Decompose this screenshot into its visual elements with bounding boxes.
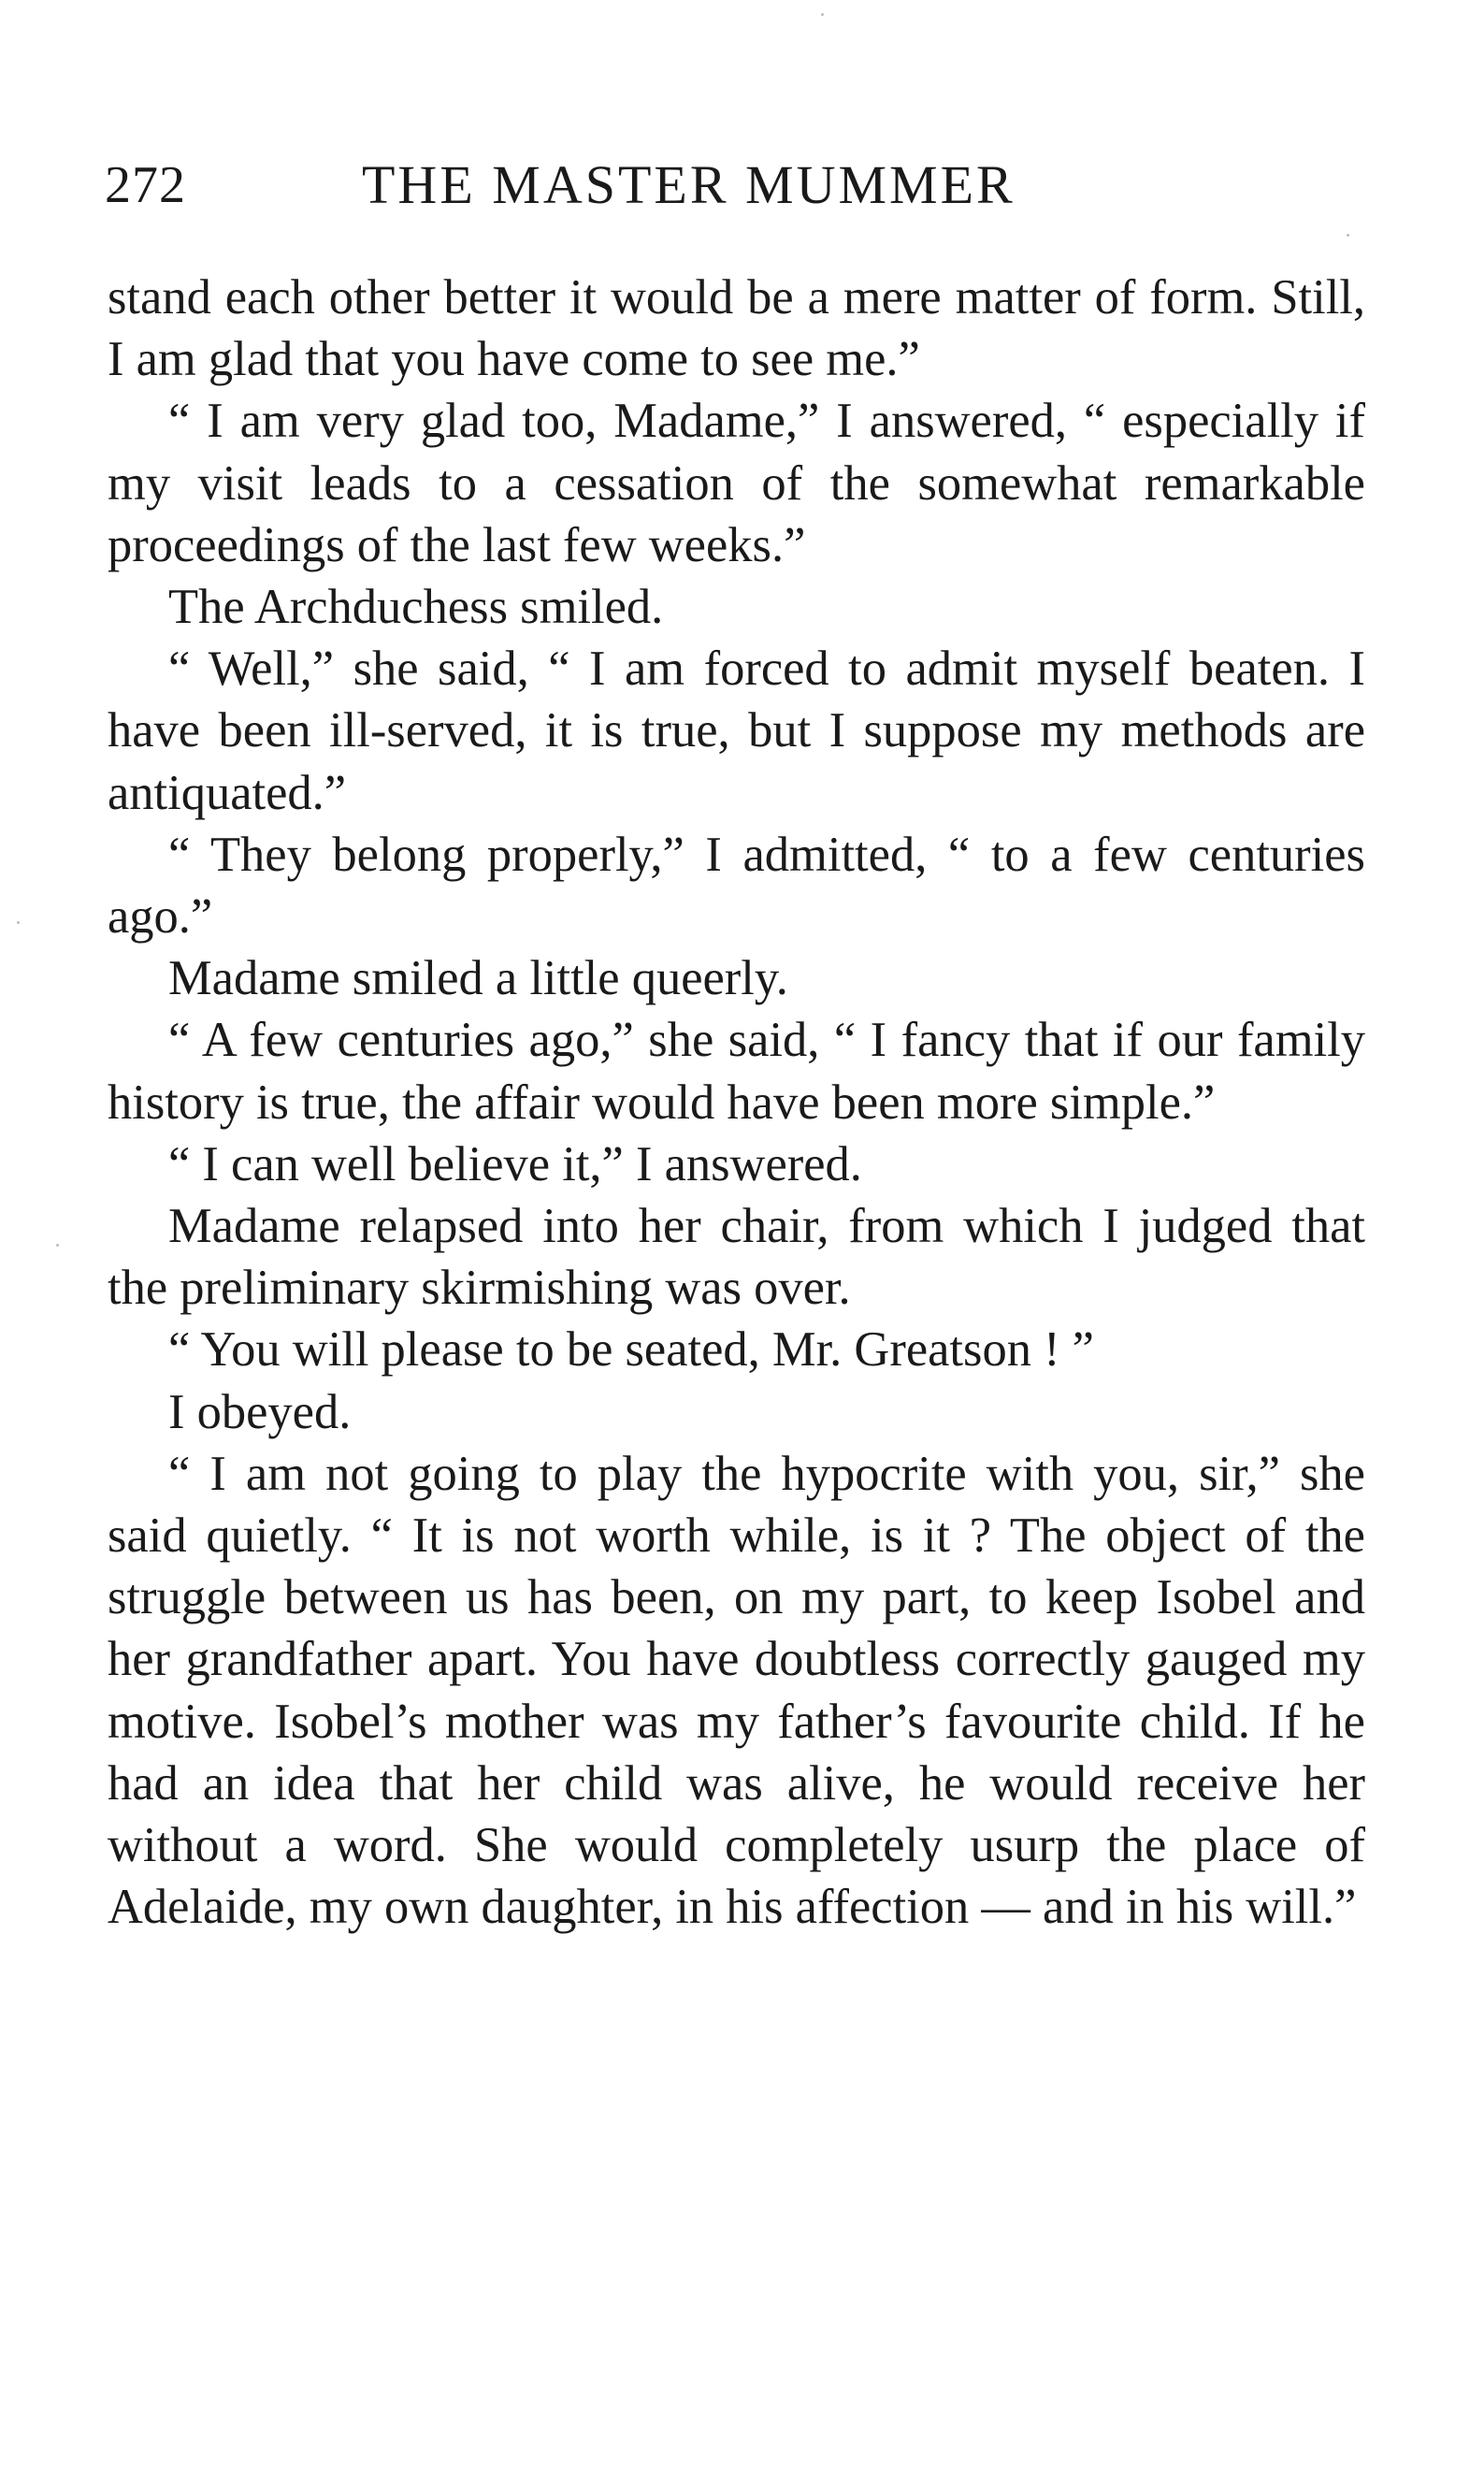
page-number: 272 — [105, 156, 186, 214]
running-title: THE MASTER MUMMER — [362, 154, 1016, 215]
paper-speck — [821, 13, 824, 16]
paragraph: Madame relapsed into her chair, from which I judged that the preliminary skirmishing was over. — [108, 1199, 1365, 1316]
paper-speck — [17, 921, 20, 924]
paragraph: “ I am not going to play the hypocrite with you, sir,” she said quietly. “ It is not worth while, is it ? The object of the struggle between us has been, on my part, to keep Isobel and her grandfather apart. You have doubtless correctly gauged my motive. Isobel’s mother was my father’s favourite child. If he had an idea that her child was alive, he would receive her without a word. She would completely usurp the place of Adelaide, my own daughter, in his affection — and in his will.” — [108, 1446, 1365, 1935]
paragraph: “ I can well believe it,” I answered. — [168, 1136, 862, 1191]
paragraph: Madame smiled a little queerly. — [168, 951, 788, 1006]
paragraph: “ You will please to be seated, Mr. Greatson ! ” — [168, 1322, 1094, 1378]
paragraph: “ I am very glad too, Madame,” I answered, “ especially if my visit leads to a cessation of the somewhat remarkable proceedings of the last few weeks.” — [108, 394, 1365, 572]
paragraph: “ A few centuries ago,” she said, “ I fancy that if our family history is true, the affair would have been more simple.” — [108, 1013, 1365, 1130]
running-head — [105, 148, 1367, 223]
paper-speck — [56, 1244, 59, 1247]
paragraph: The Archduchess smiled. — [168, 580, 664, 635]
paragraph: I obeyed. — [168, 1384, 352, 1439]
paragraph: “ Well,” she said, “ I am forced to admit myself beaten. I have been ill-served, it is true, but I suppose my methods are antiquated.” — [108, 642, 1365, 820]
paper-speck — [1347, 234, 1349, 237]
body-text — [108, 267, 1365, 1938]
paragraph: stand each other better it would be a mere matter of form. Still, I am glad that you have come to see me.” — [108, 270, 1365, 387]
paragraph: “ They belong properly,” I admitted, “ to a few centuries ago.” — [108, 827, 1365, 945]
